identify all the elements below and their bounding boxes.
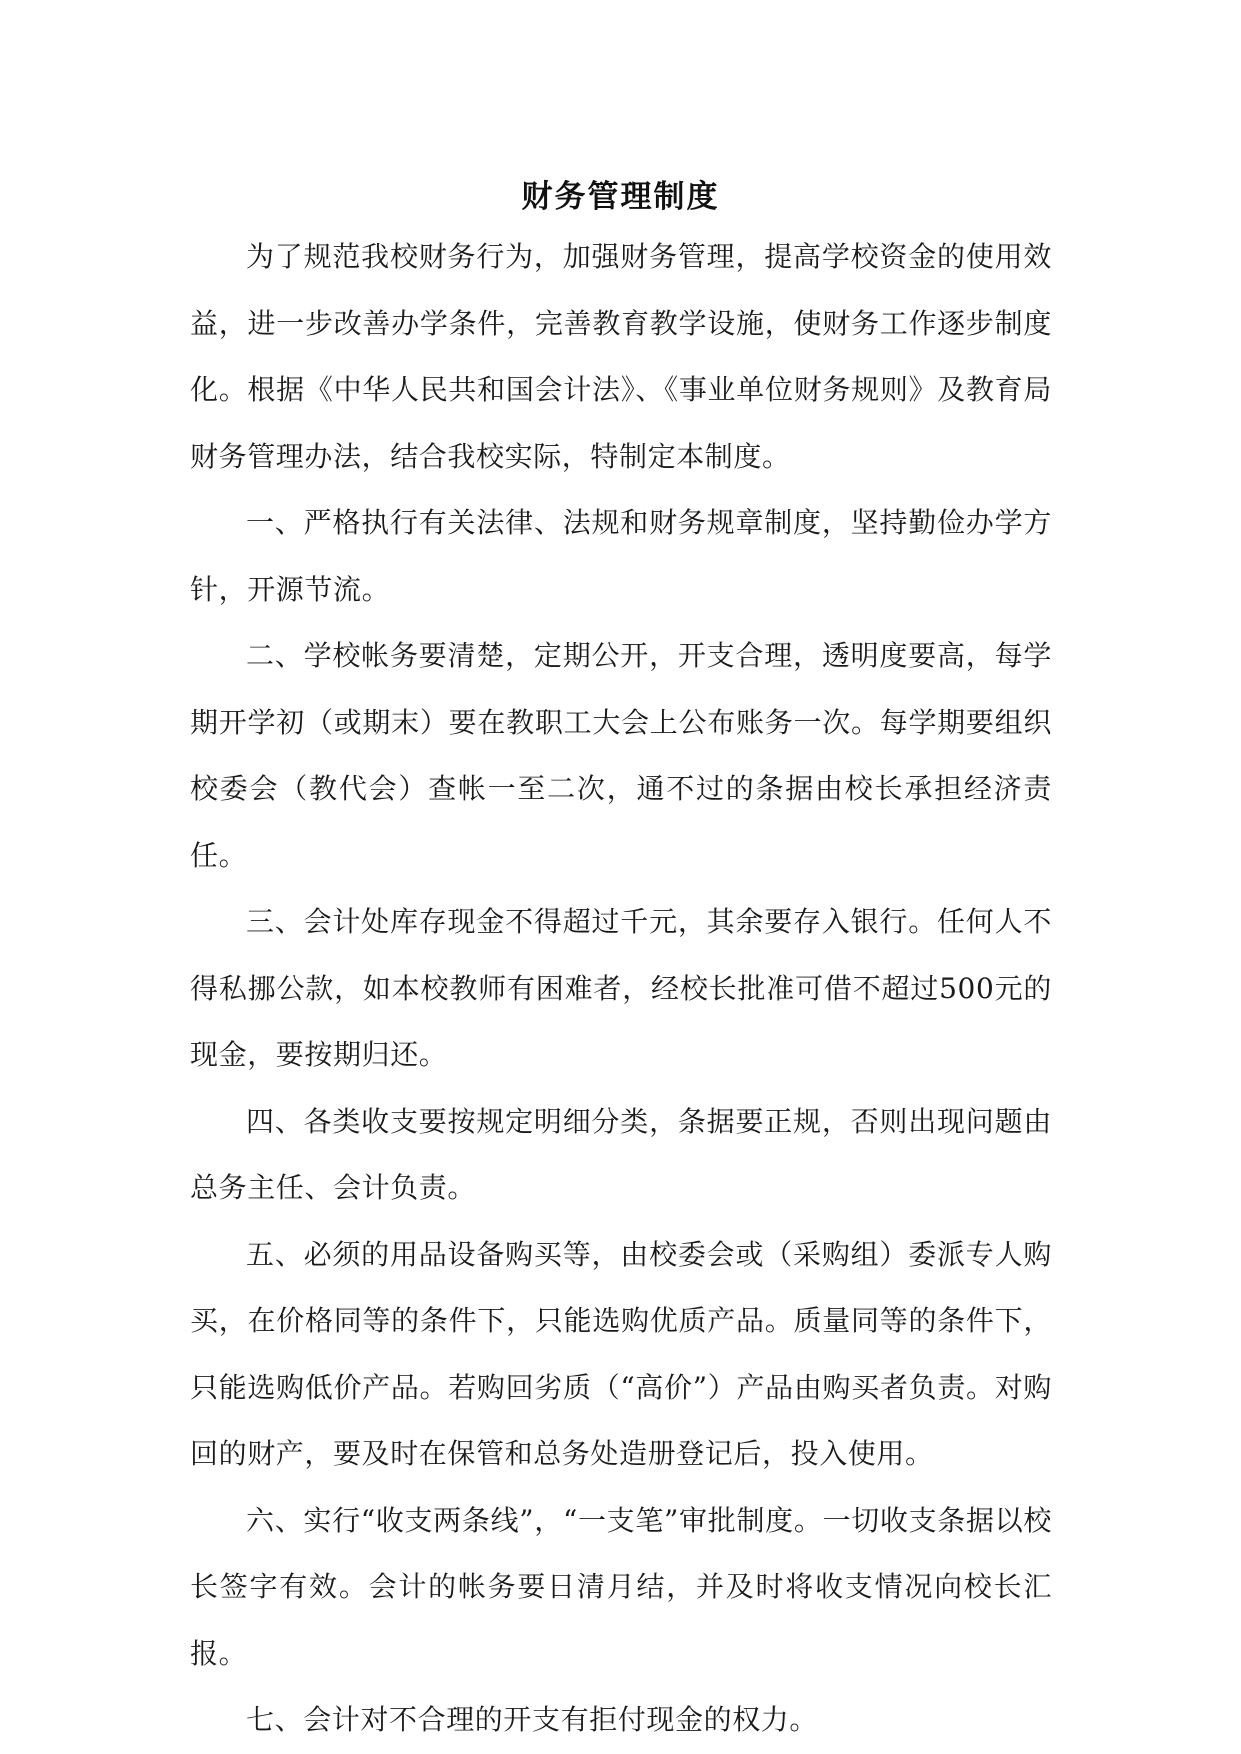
paragraph-item-4: 四、各类收支要按规定明细分类，条据要正规，否则出现问题由总务主任、会计负责。	[190, 1104, 1052, 1204]
paragraph-intro: 为了规范我校财务行为，加强财务管理，提高学校资金的使用效益，进一步改善办学条件，完善教育教学设施，使财务工作逐步制度化。根据《中华人民共和国会计法》、《事业单位财务规则》及教育局财务管理办法，结合我校实际，特制定本制度。	[190, 240, 1052, 473]
paragraph-item-6: 六、实行“收支两条线”，“一支笔”审批制度。一切收支条据以校长签字有效。会计的帐务要日清月结，并及时将收支情况向校长汇报。	[190, 1503, 1052, 1670]
document-title: 财务管理制度	[521, 178, 720, 215]
paragraph-item-3: 三、会计处库存现金不得超过千元，其余要存入银行。任何人不得私挪公款，如本校教师有困难者，经校长批准可借不超过500元的现金，要按期归还。	[190, 905, 1052, 1071]
paragraph-item-1: 一、严格执行有关法律、法规和财务规章制度，坚持勤俭办学方针，开源节流。	[190, 506, 1052, 606]
paragraph-item-7: 七、会计对不合理的开支有拒付现金的权力。	[246, 1703, 819, 1736]
document-body	[190, 224, 1052, 1754]
paragraph-item-5: 五、必须的用品设备购买等，由校委会或（采购组）委派专人购买，在价格同等的条件下，只能选购优质产品。质量同等的条件下，只能选购低价产品。若购回劣质（“高价”）产品由购买者负责。对购回的财产，要及时在保管和总务处造册登记后，投入使用。	[190, 1237, 1052, 1470]
paragraph-item-2: 二、学校帐务要清楚，定期公开，开支合理，透明度要高，每学期开学初（或期末）要在教职工大会上公布账务一次。每学期要组织校委会（教代会）查帐一至二次，通不过的条据由校长承担经济责任。	[190, 639, 1052, 872]
